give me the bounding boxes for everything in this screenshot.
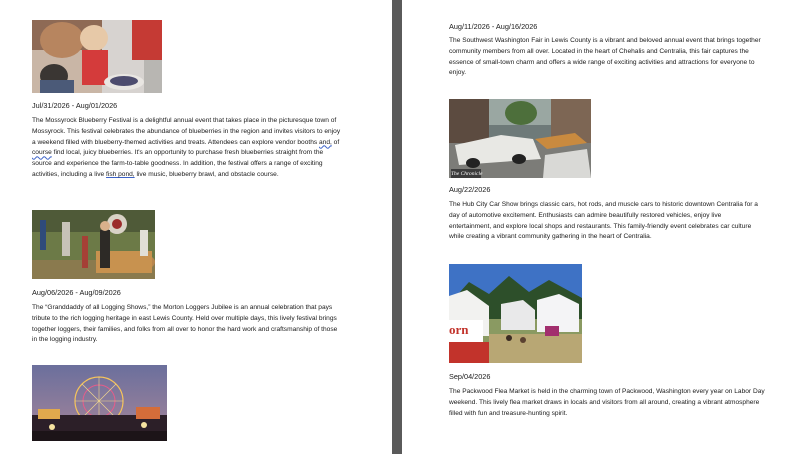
event-date: Jul/31/2026 - Aug/01/2026 [32, 101, 118, 110]
event-date: Sep/04/2026 [449, 372, 491, 381]
car-show-photo [449, 99, 591, 178]
fair-ferris-wheel-photo [32, 365, 167, 441]
event-description: The Hub City Car Show brings classic cars, hot rods, and muscle cars to historic downtown Centralia for a day of automotive excitement. Enthusiasts can admire beautifully restored vehicles, enjoy live entertainment, and explore local shops and restaurants. This family-friendly event celebrates car culture while creating a vibrant community gathering in the heart of Centralia. [449, 201, 758, 241]
flea-market-sign-text: orn [449, 322, 469, 337]
photo-credit: The Chronicle [451, 171, 483, 177]
spellcheck-mark: fish pond, [106, 170, 135, 178]
page-gutter [392, 0, 402, 454]
spellcheck-mark: and, [319, 138, 332, 146]
event-description: The Mossyrock Blueberry Festival is a delightful annual event that takes place in the picturesque town of Mossyrock. This festival celebrates the abundance of blueberries in the region and invites visitors to enjoy a weekend filled with blueberry-themed activities and treats. Attendees can explore vendor booths and, of course find local, juicy blueberries. It's an opportunity to purchase fresh blueberries straight from the source and experience the farm-to-table goodness. In addition, the festival offers a range of exciting activities, including a live fish pond, live music, blueberry brawl, and obstacle course. [32, 117, 341, 178]
right-page [402, 0, 800, 454]
flea-market-photo [449, 264, 582, 363]
event-description: The “Granddaddy of all Logging Shows,” the Morton Loggers Jubilee is an annual celebration that pays tribute to the rich logging heritage in east Lewis County. Held over multiple days, this lively festival brings together loggers, their families, and folks from all over to honor the hard work and craftsmanship of those in the logging industry. [32, 304, 338, 344]
loggers-jubilee-photo [32, 210, 155, 279]
event-date: Aug/11/2026 - Aug/16/2026 [449, 22, 538, 31]
blueberry-festival-photo [32, 20, 162, 93]
event-description: The Southwest Washington Fair in Lewis County is a vibrant and beloved annual event that brings together community members from all over. Located in the heart of Chehalis and Centralia, this fair captures the essence of small-town charm and offers a wide range of exciting activities and attractions for everyone to enjoy. [449, 37, 761, 77]
event-date: Aug/22/2026 [449, 185, 491, 194]
event-description: The Packwood Flea Market is held in the charming town of Packwood, Washington every year on Labor Day weekend. This lively flea market draws in locals and visitors from all around, creating a vibrant atmosphere filled with fun and treasure-hunting spirit. [449, 388, 765, 417]
spellcheck-mark: course [32, 149, 52, 157]
left-page [0, 0, 392, 454]
event-date: Aug/06/2026 - Aug/09/2026 [32, 288, 121, 297]
